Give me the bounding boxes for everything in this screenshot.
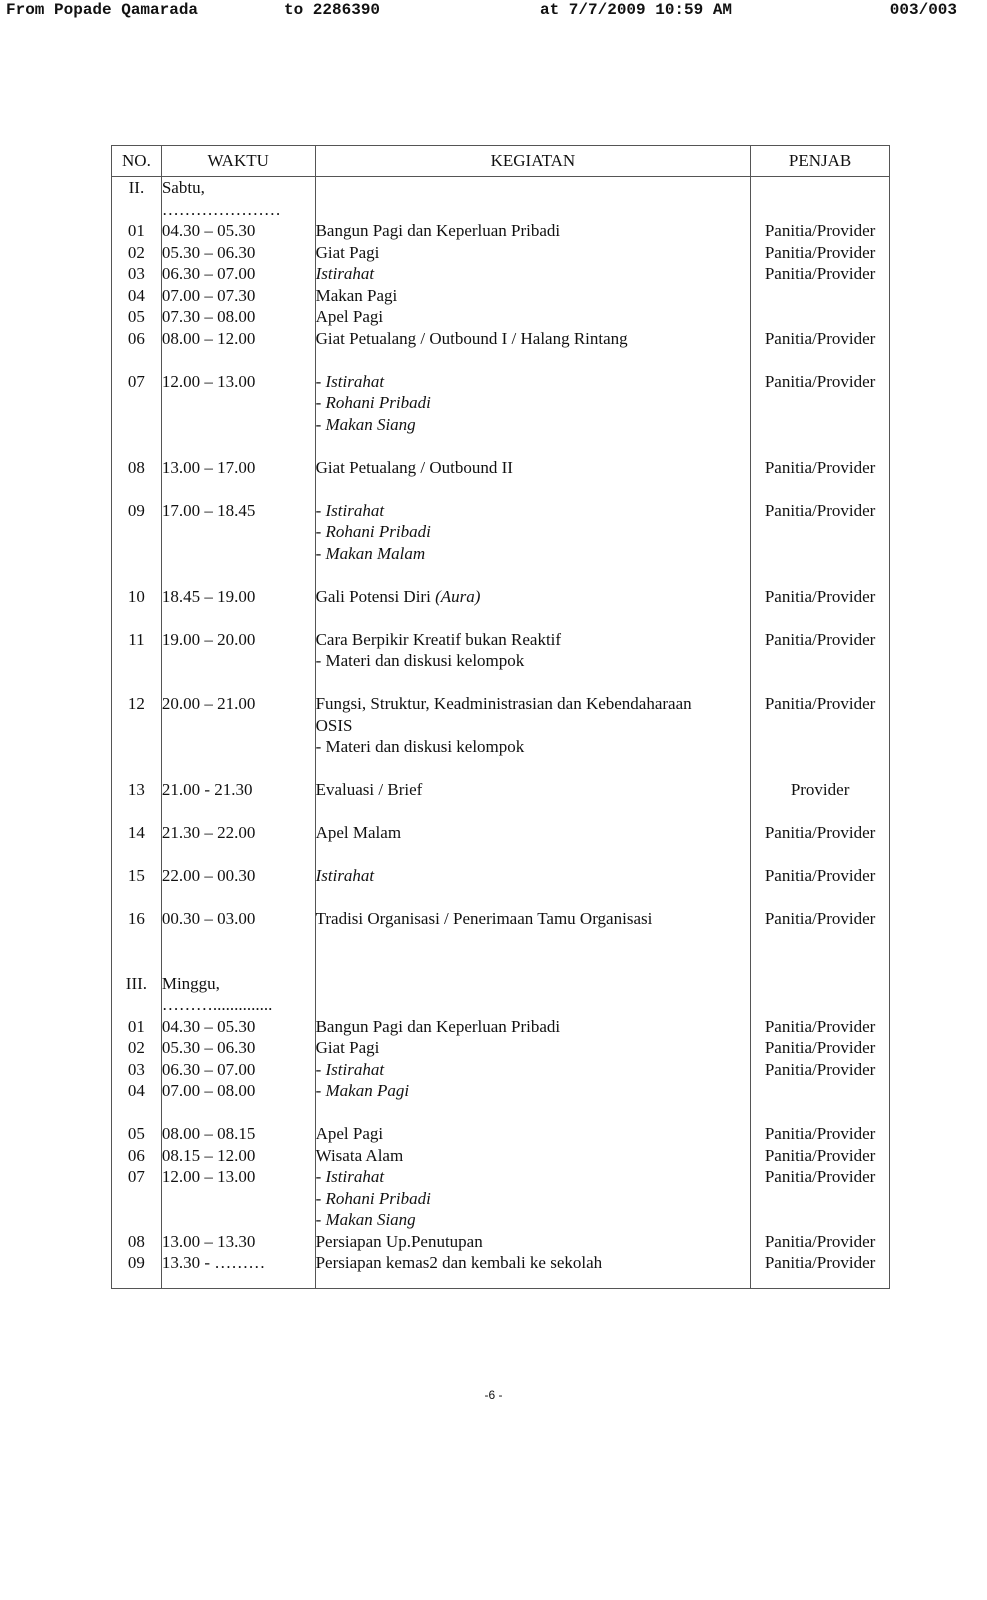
table-row <box>112 908 890 930</box>
row-penjab: Panitia/Provider <box>751 1231 890 1253</box>
spacer-row <box>112 349 890 371</box>
spacer-cell <box>112 887 162 909</box>
row-time: 07.30 – 08.00 <box>161 306 315 328</box>
spacer-row <box>112 672 890 694</box>
row-time: 00.30 – 03.00 <box>161 908 315 930</box>
spacer-cell <box>315 801 751 823</box>
row-time: 08.15 – 12.00 <box>161 1145 315 1167</box>
row-penjab: Panitia/Provider <box>751 328 890 350</box>
row-penjab: Panitia/Provider <box>751 586 890 608</box>
section-row <box>112 177 890 221</box>
spacer-cell <box>751 930 890 973</box>
row-time: 12.00 – 13.00 <box>161 1166 315 1231</box>
row-number: 05 <box>112 1123 162 1145</box>
row-time: 04.30 – 05.30 <box>161 220 315 242</box>
table-row <box>112 1123 890 1145</box>
header-no: NO. <box>112 146 162 177</box>
row-activity <box>315 779 751 801</box>
spacer-cell <box>315 349 751 371</box>
activity-line: Istirahat <box>315 866 375 885</box>
activity-line: Wisata Alam <box>315 1145 404 1165</box>
activity-line: Persiapan kemas2 dan kembali ke sekolah <box>315 1253 603 1272</box>
row-time: 05.30 – 06.30 <box>161 1037 315 1059</box>
spacer-cell <box>315 672 751 694</box>
table-row <box>112 328 890 350</box>
spacer-cell <box>112 758 162 780</box>
spacer-row <box>112 887 890 909</box>
row-activity <box>315 1059 751 1081</box>
day-line: ……….............. <box>161 995 273 1014</box>
table-row <box>112 1145 890 1167</box>
row-penjab: Panitia/Provider <box>751 242 890 264</box>
row-time: 20.00 – 21.00 <box>161 693 315 758</box>
row-number: 12 <box>112 693 162 758</box>
activity-line: - Rohani Pribadi <box>315 522 431 541</box>
activity-line: - Istirahat <box>315 1059 385 1079</box>
row-activity <box>315 328 751 350</box>
activity-line: - Makan Siang <box>315 1210 416 1229</box>
row-number: 10 <box>112 586 162 608</box>
table-row <box>112 1016 890 1038</box>
spacer-cell <box>315 435 751 457</box>
activity-line: Apel Malam <box>315 823 402 842</box>
row-penjab: Panitia/Provider <box>751 629 890 672</box>
table-row <box>112 500 890 565</box>
row-penjab: Panitia/Provider <box>751 908 890 930</box>
row-number: 03 <box>112 1059 162 1081</box>
row-penjab: Panitia/Provider <box>751 1016 890 1038</box>
table-row <box>112 586 890 608</box>
row-number: 07 <box>112 1166 162 1231</box>
row-penjab: Panitia/Provider <box>751 1123 890 1145</box>
activity-line: - Rohani Pribadi <box>315 393 431 412</box>
activity-line: Bangun Pagi dan Keperluan Pribadi <box>315 221 561 240</box>
row-activity <box>315 822 751 844</box>
table-row <box>112 822 890 844</box>
activity-line: Istirahat <box>315 264 375 283</box>
spacer-cell <box>751 478 890 500</box>
spacer-cell <box>112 844 162 866</box>
page-number: -6 - <box>484 1388 503 1402</box>
spacer-cell <box>751 758 890 780</box>
row-penjab: Panitia/Provider <box>751 220 890 242</box>
schedule-table <box>111 145 890 1289</box>
row-activity <box>315 457 751 479</box>
activity-line: Makan Pagi <box>315 285 398 305</box>
spacer-cell <box>161 672 315 694</box>
row-time: 21.00 - 21.30 <box>161 779 315 801</box>
row-activity <box>315 865 751 887</box>
section-number: III. <box>112 973 162 1016</box>
activity-line: - Makan Malam <box>315 543 426 563</box>
row-activity <box>315 1016 751 1038</box>
row-activity <box>315 242 751 264</box>
row-time: 05.30 – 06.30 <box>161 242 315 264</box>
spacer-cell <box>315 478 751 500</box>
row-activity <box>315 1145 751 1167</box>
spacer-cell <box>112 607 162 629</box>
row-time: 08.00 – 08.15 <box>161 1123 315 1145</box>
spacer-cell <box>751 435 890 457</box>
row-activity <box>315 586 751 608</box>
table-row <box>112 693 890 758</box>
section-day <box>161 973 315 1016</box>
table-row <box>112 1166 890 1231</box>
spacer-row <box>112 607 890 629</box>
row-time: 06.30 – 07.00 <box>161 1059 315 1081</box>
day-line: Minggu, <box>161 973 220 993</box>
row-number: 09 <box>112 1252 162 1289</box>
row-activity <box>315 1231 751 1253</box>
row-activity <box>315 371 751 436</box>
empty-cell <box>315 973 751 1016</box>
row-number: 06 <box>112 328 162 350</box>
table-row <box>112 285 890 307</box>
spacer-cell <box>751 672 890 694</box>
spacer-cell <box>751 349 890 371</box>
spacer-cell <box>315 844 751 866</box>
section-row <box>112 973 890 1016</box>
row-number: 04 <box>112 285 162 307</box>
row-penjab: Panitia/Provider <box>751 822 890 844</box>
spacer-cell <box>315 887 751 909</box>
table-row <box>112 242 890 264</box>
row-penjab: Panitia/Provider <box>751 263 890 285</box>
row-number: 05 <box>112 306 162 328</box>
spacer-cell <box>112 930 162 973</box>
spacer-cell <box>161 478 315 500</box>
row-activity <box>315 1037 751 1059</box>
activity-line: - Rohani Pribadi <box>315 1188 431 1208</box>
spacer-row <box>112 478 890 500</box>
row-penjab <box>751 306 890 328</box>
table-row <box>112 865 890 887</box>
table-row <box>112 263 890 285</box>
table-row <box>112 1059 890 1081</box>
row-time: 07.00 – 07.30 <box>161 285 315 307</box>
spacer-cell <box>161 887 315 909</box>
activity-line: Gali Potensi Diri (Aura) <box>315 586 481 606</box>
row-time: 18.45 – 19.00 <box>161 586 315 608</box>
spacer-cell <box>112 435 162 457</box>
row-time: 06.30 – 07.00 <box>161 263 315 285</box>
row-time: 22.00 – 00.30 <box>161 865 315 887</box>
table-row <box>112 1231 890 1253</box>
fax-page: 003/003 <box>889 1 957 19</box>
row-penjab: Panitia/Provider <box>751 1252 890 1289</box>
activity-line: Giat Petualang / Outbound I / Halang Rintang <box>315 328 628 348</box>
spacer-cell <box>751 1102 890 1124</box>
row-activity <box>315 1080 751 1102</box>
empty-cell <box>315 177 751 221</box>
spacer-cell <box>751 607 890 629</box>
spacer-cell <box>315 758 751 780</box>
spacer-cell <box>112 1102 162 1124</box>
empty-cell <box>751 973 890 1016</box>
row-penjab <box>751 1080 890 1102</box>
spacer-cell <box>161 349 315 371</box>
header-waktu: WAKTU <box>161 146 315 177</box>
spacer-row <box>112 1102 890 1124</box>
table-row <box>112 1080 890 1102</box>
row-number: 16 <box>112 908 162 930</box>
row-penjab: Panitia/Provider <box>751 457 890 479</box>
row-time: 07.00 – 08.00 <box>161 1080 315 1102</box>
spacer-cell <box>751 844 890 866</box>
spacer-row <box>112 844 890 866</box>
activity-line: Giat Pagi <box>315 242 380 262</box>
row-activity <box>315 908 751 930</box>
row-penjab: Panitia/Provider <box>751 500 890 565</box>
header-kegiatan: KEGIATAN <box>315 146 751 177</box>
spacer-cell <box>161 930 315 973</box>
spacer-cell <box>112 672 162 694</box>
row-penjab: Panitia/Provider <box>751 1166 890 1231</box>
row-number: 01 <box>112 220 162 242</box>
spacer-row <box>112 564 890 586</box>
fax-header <box>0 0 987 22</box>
activity-line: - Makan Pagi <box>315 1081 410 1100</box>
row-activity <box>315 629 751 672</box>
row-number: 06 <box>112 1145 162 1167</box>
row-penjab: Panitia/Provider <box>751 1037 890 1059</box>
empty-cell <box>751 177 890 221</box>
table-row <box>112 457 890 479</box>
table-row <box>112 220 890 242</box>
row-penjab: Panitia/Provider <box>751 693 890 758</box>
row-number: 02 <box>112 242 162 264</box>
activity-line: Apel Pagi <box>315 1124 384 1143</box>
row-activity <box>315 306 751 328</box>
row-activity <box>315 220 751 242</box>
activity-line: Evaluasi / Brief <box>315 780 423 799</box>
table-row <box>112 1037 890 1059</box>
row-number: 15 <box>112 865 162 887</box>
spacer-cell <box>112 478 162 500</box>
row-number: 04 <box>112 1080 162 1102</box>
activity-line: Persiapan Up.Penutupan <box>315 1231 483 1251</box>
header-penjab: PENJAB <box>751 146 890 177</box>
activity-line: Bangun Pagi dan Keperluan Pribadi <box>315 1016 561 1036</box>
row-penjab: Provider <box>751 779 890 801</box>
row-number: 02 <box>112 1037 162 1059</box>
row-activity <box>315 1252 751 1289</box>
spacer-cell <box>751 564 890 586</box>
row-time: 13.30 - ……… <box>161 1252 315 1289</box>
activity-line: - Istirahat <box>315 371 385 391</box>
row-penjab: Panitia/Provider <box>751 371 890 436</box>
spacer-cell <box>112 801 162 823</box>
row-penjab: Panitia/Provider <box>751 1059 890 1081</box>
section-number: II. <box>112 177 162 221</box>
row-activity <box>315 1166 751 1231</box>
row-number: 14 <box>112 822 162 844</box>
spacer-cell <box>161 564 315 586</box>
day-line: Sabtu, <box>161 178 205 197</box>
spacer-row <box>112 801 890 823</box>
row-penjab: Panitia/Provider <box>751 1145 890 1167</box>
row-time: 08.00 – 12.00 <box>161 328 315 350</box>
row-time: 19.00 – 20.00 <box>161 629 315 672</box>
activity-line: (Aura) <box>435 586 481 606</box>
row-number: 07 <box>112 371 162 436</box>
spacer-cell <box>112 349 162 371</box>
row-time: 17.00 – 18.45 <box>161 500 315 565</box>
spacer-cell <box>161 1102 315 1124</box>
table-row <box>112 371 890 436</box>
row-penjab <box>751 285 890 307</box>
spacer-cell <box>161 758 315 780</box>
table-row <box>112 629 890 672</box>
spacer-cell <box>315 607 751 629</box>
section-day <box>161 177 315 221</box>
spacer-cell <box>161 607 315 629</box>
row-number: 03 <box>112 263 162 285</box>
spacer-row <box>112 930 890 973</box>
row-time: 13.00 – 17.00 <box>161 457 315 479</box>
activity-line: - Istirahat <box>315 1167 385 1186</box>
row-number: 08 <box>112 457 162 479</box>
spacer-cell <box>751 801 890 823</box>
spacer-cell <box>315 930 751 973</box>
spacer-row <box>112 758 890 780</box>
row-activity <box>315 1123 751 1145</box>
row-activity <box>315 500 751 565</box>
activity-line: - Istirahat <box>315 500 385 520</box>
activity-line: Giat Pagi <box>315 1038 380 1057</box>
spacer-cell <box>112 564 162 586</box>
table-row <box>112 779 890 801</box>
row-number: 11 <box>112 629 162 672</box>
row-time: 21.30 – 22.00 <box>161 822 315 844</box>
activity-line: Apel Pagi <box>315 307 384 326</box>
spacer-cell <box>751 887 890 909</box>
activity-line: Cara Berpikir Kreatif bukan Reaktif <box>315 629 562 649</box>
row-activity <box>315 285 751 307</box>
table-row <box>112 1252 890 1289</box>
table-header-row <box>112 146 890 177</box>
activity-line: OSIS <box>315 715 353 735</box>
table-row <box>112 306 890 328</box>
spacer-cell <box>161 435 315 457</box>
spacer-cell <box>161 844 315 866</box>
spacer-cell <box>315 1102 751 1124</box>
row-time: 12.00 – 13.00 <box>161 371 315 436</box>
row-time: 13.00 – 13.30 <box>161 1231 315 1253</box>
row-number: 13 <box>112 779 162 801</box>
fax-datetime: at 7/7/2009 10:59 AM <box>540 1 733 19</box>
activity-line: - Materi dan diskusi kelompok <box>315 651 525 670</box>
row-number: 09 <box>112 500 162 565</box>
spacer-row <box>112 435 890 457</box>
spacer-cell <box>315 564 751 586</box>
fax-from: From Popade Qamarada <box>6 1 199 19</box>
activity-line: Giat Petualang / Outbound II <box>315 457 513 477</box>
row-number: 08 <box>112 1231 162 1253</box>
row-penjab: Panitia/Provider <box>751 865 890 887</box>
row-activity <box>315 263 751 285</box>
row-activity <box>315 693 751 758</box>
activity-line: Fungsi, Struktur, Keadministrasian dan Kebendaharaan <box>315 694 692 713</box>
spacer-cell <box>161 801 315 823</box>
schedule-body <box>112 177 890 1289</box>
activity-line: - Materi dan diskusi kelompok <box>315 737 525 756</box>
fax-to: to 2286390 <box>284 1 381 19</box>
activity-line: Tradisi Organisasi / Penerimaan Tamu Organisasi <box>315 909 653 928</box>
row-time: 04.30 – 05.30 <box>161 1016 315 1038</box>
activity-line: - Makan Siang <box>315 414 416 434</box>
day-line: ………………… <box>161 199 281 219</box>
row-number: 01 <box>112 1016 162 1038</box>
